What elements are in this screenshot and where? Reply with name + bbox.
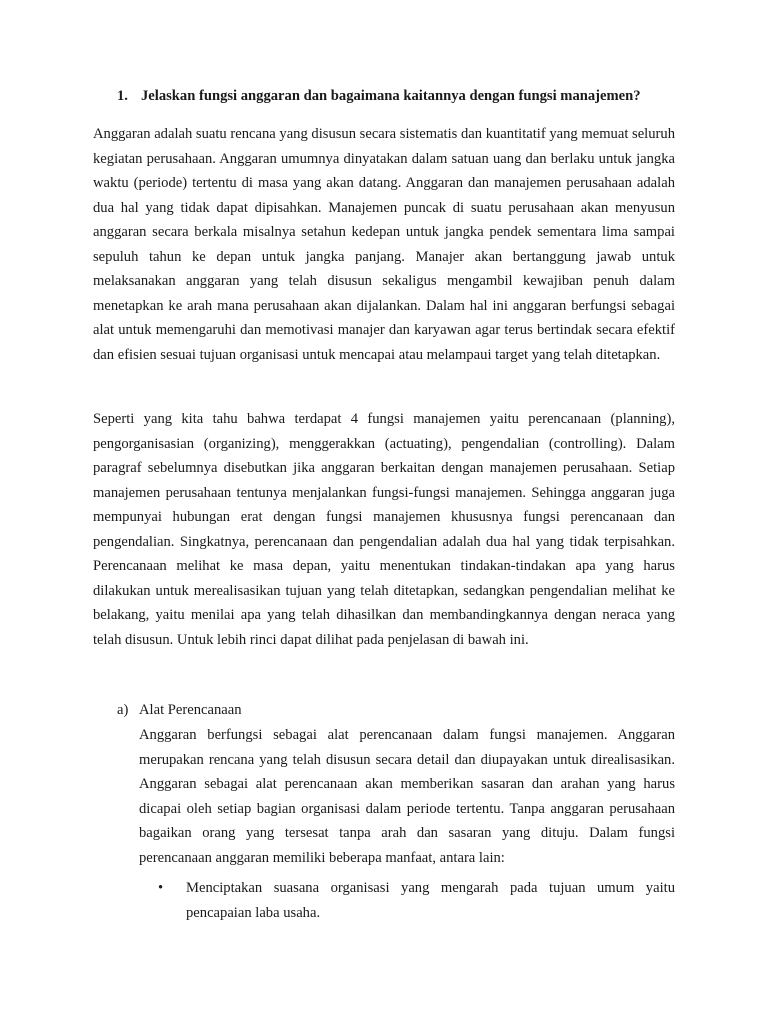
question-number: 1. xyxy=(117,88,128,104)
section-a-title: Alat Perencanaan xyxy=(139,702,242,718)
bullet-dot-icon: • xyxy=(158,880,164,896)
paragraph-budget-definition: Anggaran adalah suatu rencana yang disusun secara sistematis dan kuantitatif yang memuat seluruh kegiatan perusahaan. Anggaran umumnya dinyatakan dalam satuan uang dan berlaku untuk jangka waktu (periode) tertentu di masa yang akan datang. Anggaran dan manajemen perusahaan adalah dua hal yang tidak dapat dipisahkan. Manajemen puncak di suatu perusahaan akan menyusun anggaran secara berkala misalnya setahun kedepan untuk jangka pendek sementara lima sampai sepuluh tahun ke depan untuk jangka panjang. Manajer akan bertanggung jawab untuk melaksanakan anggaran yang telah disusun sekaligus mengambil kewajiban penuh dalam menetapkan ke arah mana perusahaan akan dijalankan. Dalam hal ini anggaran berfungsi sebagai alat untuk memengaruhi dan memotivasi manajer dan karyawan agar terus bertindak secara efektif dan efisien sesuai tujuan organisasi untuk mencapai atau melampaui target yang telah ditetapkan. xyxy=(93,126,675,363)
bullet-text: Menciptakan suasana organisasi yang mengarah pada tujuan umum yaitu pencapaian laba usaha. xyxy=(186,880,675,921)
section-a-heading xyxy=(117,699,242,721)
paragraph-management-functions: Seperti yang kita tahu bahwa terdapat 4 fungsi manajemen yaitu perencanaan (planning), pengorganisasian (organizing), menggerakkan (actuating), pengendalian (controlling). Dalam paragraf sebelumnya disebutkan jika anggaran berkaitan dengan manajemen perusahaan. Setiap manajemen perusahaan tentunya menjalankan fungsi-fungsi manajemen. Sehingga anggaran juga mempunyai hubungan erat dengan fungsi manajemen khususnya fungsi perencanaan dan pengendalian. Singkatnya, perencanaan dan pengendalian adalah dua hal yang tidak terpisahkan. Perencanaan melihat ke masa depan, yaitu menentukan tindakan-tindakan apa yang harus dilakukan untuk merealisasikan tujuan yang telah ditetapkan, sedangkan pengendalian melihat ke belakang, yaitu menilai apa yang telah dihasilkan dan membandingkannya dengan neraca yang telah disusun. Untuk lebih rinci dapat dilihat pada penjelasan di bawah ini. xyxy=(93,411,675,648)
section-a-body: Anggaran berfungsi sebagai alat perencanaan dalam fungsi manajemen. Anggaran merupakan rencana yang telah disusun secara detail dan diupayakan untuk direalisasikan. Anggaran sebagai alat perencanaan akan memberikan sasaran dan arahan yang harus dicapai oleh setiap bagian organisasi dalam periode tertentu. Tanpa anggaran perusahaan bagaikan orang yang tersesat tanpa arah dan sasaran yang dituju. Dalam fungsi perencanaan anggaran memiliki beberapa manfaat, antara lain: xyxy=(139,727,675,866)
question-text: Jelaskan fungsi anggaran dan bagaimana kaitannya dengan fungsi manajemen? xyxy=(141,88,641,104)
question-heading xyxy=(117,86,677,106)
bullet-item xyxy=(158,876,675,925)
section-a-letter: a) xyxy=(117,702,129,718)
